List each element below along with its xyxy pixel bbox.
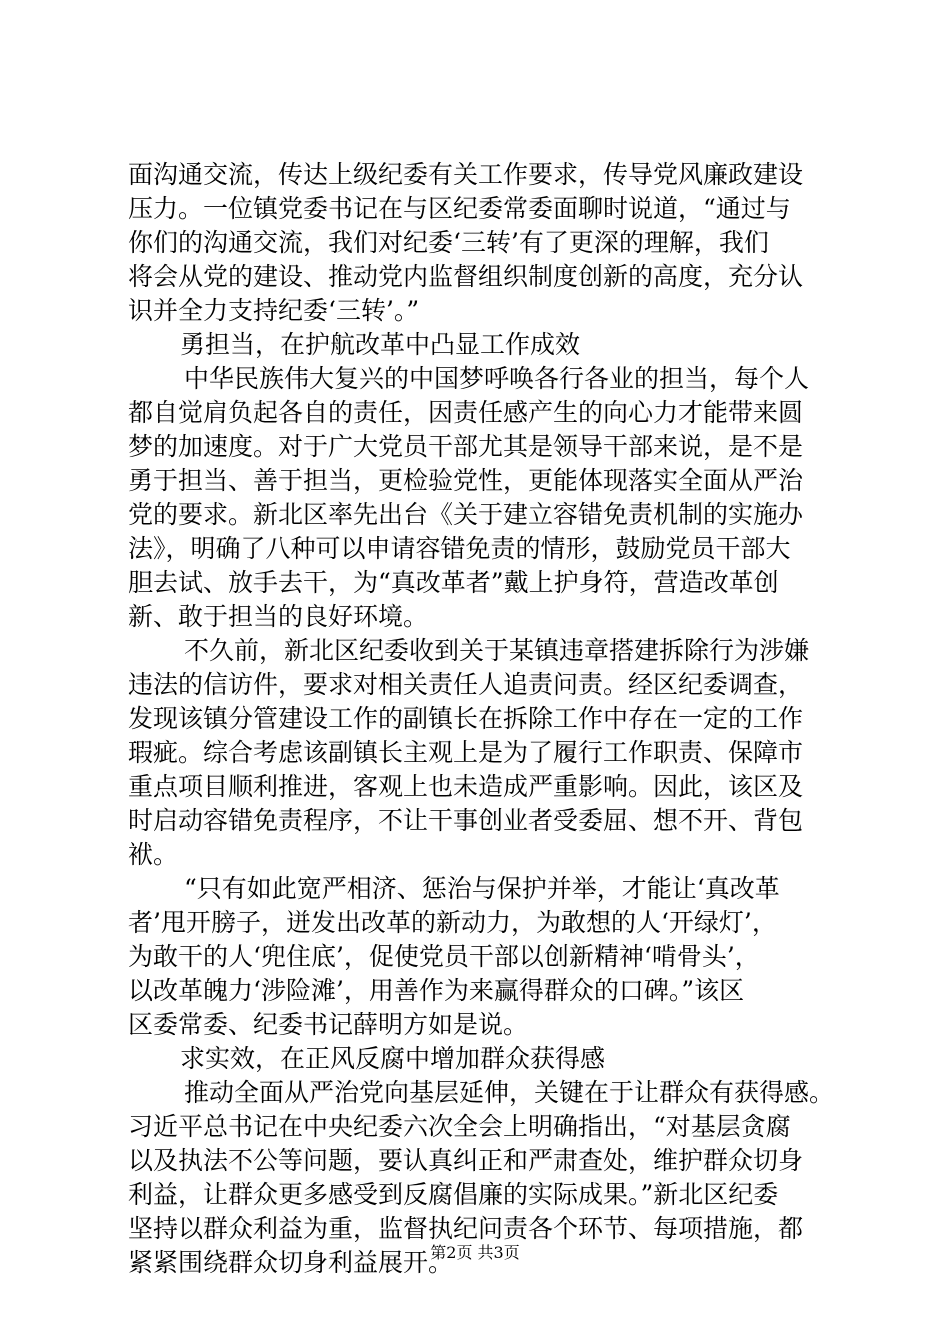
body-line: 以改革魄力‘涉险滩’，用善作为来赢得群众的口碑。”该区 — [128, 976, 745, 1005]
body-line: 法》，明确了八种可以申请容错免责的情形，鼓励党员干部大 — [128, 534, 791, 563]
body-line: 识并全力支持纪委‘三转’。” — [128, 296, 420, 325]
document-body — [128, 158, 868, 1280]
body-line: 中华民族伟大复兴的中国梦呼唤各行各业的担当，每个人 — [184, 364, 810, 393]
body-line: 梦的加速度。对于广大党员干部尤其是领导干部来说，是不是 — [128, 432, 804, 461]
body-line: 重点项目顺利推进，客观上也未造成严重影响。因此，该区及 — [128, 772, 804, 801]
body-line: 利益，让群众更多感受到反腐倡廉的实际成果。”新北区纪委 — [128, 1180, 779, 1209]
body-line: 以及执法不公等问题，要认真纠正和严肃查处，维护群众切身 — [128, 1146, 804, 1175]
body-line: 区委常委、纪委书记薛明方如是说。 — [128, 1010, 529, 1039]
body-line: 新、敢于担当的良好环境。 — [128, 602, 429, 631]
body-line: 袱。 — [128, 840, 179, 869]
body-line: 紧紧围绕群众切身利益展开。 — [128, 1248, 454, 1277]
body-line: 勇于担当、善于担当，更检验党性，更能体现落实全面从严治 — [128, 466, 804, 495]
body-line: 为敢干的人‘兜住底’，促使党员干部以创新精神‘啃骨头’， — [128, 942, 760, 971]
body-line: 习近平总书记在中央纪委六次全会上明确指出，“对基层贪腐 — [128, 1112, 791, 1141]
body-line: 坚持以群众利益为重，监督执纪问责各个环节、每项措施，都 — [128, 1214, 804, 1243]
body-line: 都自觉肩负起各自的责任，因责任感产生的向心力才能带来圆 — [128, 398, 804, 427]
body-line: 胆去试、放手去干，为“真改革者”戴上护身符，营造改革创 — [128, 568, 779, 597]
body-line: 瑕疵。综合考虑该副镇长主观上是为了履行工作职责、保障市 — [128, 738, 804, 767]
body-line: 压力。一位镇党委书记在与区纪委常委面聊时说道，“通过与 — [128, 194, 791, 223]
body-line: 不久前，新北区纪委收到关于某镇违章搭建拆除行为涉嫌 — [184, 636, 810, 665]
body-line: 发现该镇分管建设工作的副镇长在拆除工作中存在一定的工作 — [128, 704, 804, 733]
section-heading: 勇担当，在护航改革中凸显工作成效 — [180, 330, 581, 359]
body-line: 违法的信访件，要求对相关责任人追责问责。经区纪委调查， — [128, 670, 804, 699]
body-line: 你们的沟通交流，我们对纪委‘三转’有了更深的理解，我们 — [128, 228, 769, 257]
page-number-footer: 第2页 共3页 — [430, 1243, 520, 1262]
body-line: 者’甩开膀子，迸发出改革的新动力，为敢想的人‘开绿灯’， — [128, 908, 777, 937]
section-heading: 求实效，在正风反腐中增加群众获得感 — [180, 1044, 606, 1073]
body-line: 推动全面从严治党向基层延伸，关键在于让群众有获得感。 — [184, 1078, 835, 1107]
body-line: 面沟通交流，传达上级纪委有关工作要求，传导党风廉政建设 — [128, 160, 804, 189]
body-line: 党的要求。新北区率先出台《关于建立容错免责机制的实施办 — [128, 500, 804, 529]
body-line: “只有如此宽严相济、惩治与保护并举，才能让‘真改革 — [184, 874, 780, 903]
body-line: 将会从党的建设、推动党内监督组织制度创新的高度，充分认 — [128, 262, 804, 291]
body-line: 时启动容错免责程序，不让干事创业者受委屈、想不开、背包 — [128, 806, 804, 835]
